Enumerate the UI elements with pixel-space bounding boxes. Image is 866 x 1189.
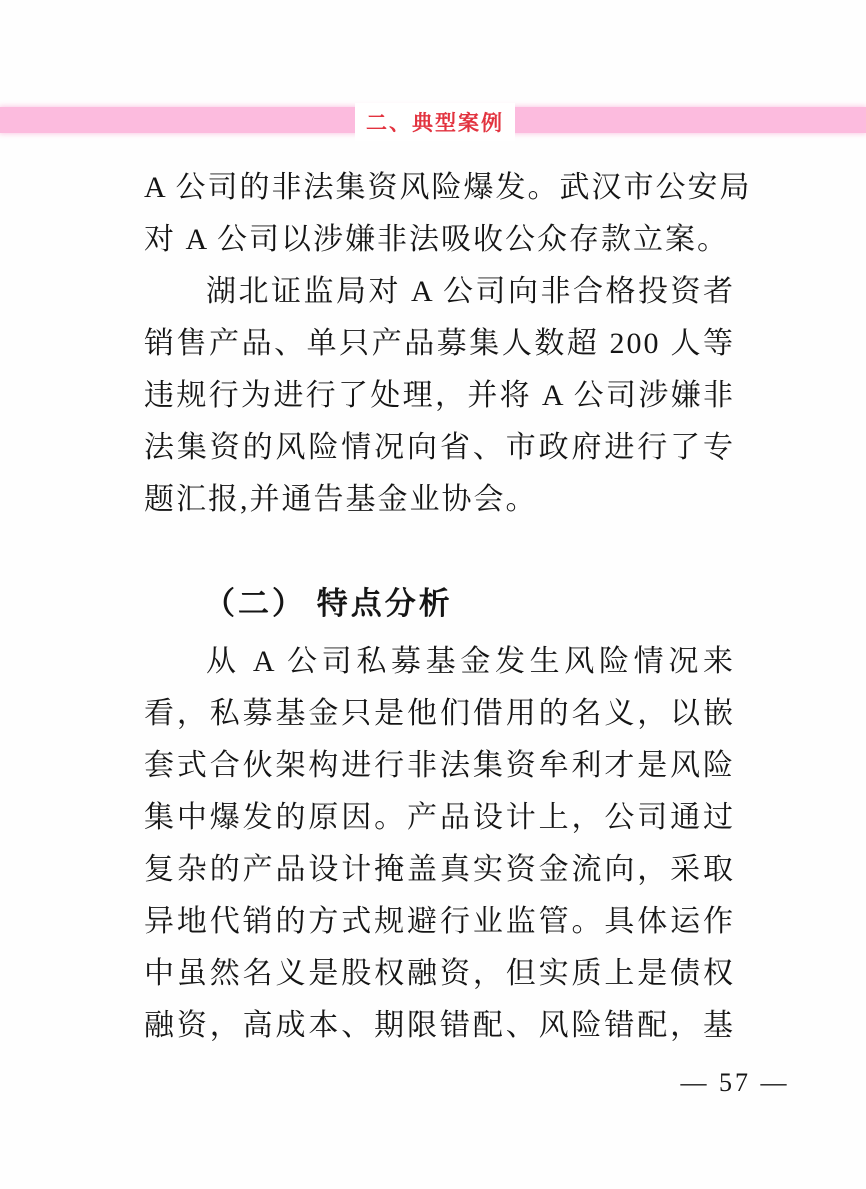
text-line: 违规行为进行了处理，并将 A 公司涉嫌非 bbox=[144, 379, 735, 412]
text-line: 看，私募基金只是他们借用的名义，以嵌 bbox=[144, 697, 735, 730]
text-line: 销售产品、单只产品募集人数超 200 人等 bbox=[144, 327, 735, 360]
text-line: 对 A 公司以涉嫌非法吸收公众存款立案。 bbox=[144, 223, 730, 256]
section-header-title: 二、典型案例 bbox=[366, 112, 504, 135]
text-line: 复杂的产品设计掩盖真实资金流向，采取 bbox=[144, 853, 735, 886]
subsection-heading: （二） 特点分析 bbox=[204, 586, 453, 621]
paragraph bbox=[144, 266, 735, 526]
text-line: 法集资的风险情况向省、市政府进行了专 bbox=[144, 431, 735, 464]
text-line: 集中爆发的原因。产品设计上，公司通过 bbox=[144, 801, 735, 834]
header-title-box bbox=[355, 103, 515, 141]
body-text bbox=[144, 162, 752, 1052]
text-line: 融资，高成本、期限错配、风险错配，基 bbox=[144, 1009, 735, 1042]
text-line: 湖北证监局对 A 公司向非合格投资者 bbox=[206, 275, 735, 308]
text-line: 从 A 公司私募基金发生风险情况来 bbox=[206, 645, 735, 678]
text-line: 题汇报,并通告基金业协会。 bbox=[144, 483, 538, 516]
text-line: A 公司的非法集资风险爆发。武汉市公安局 bbox=[144, 171, 752, 204]
text-line: 异地代销的方式规避行业监管。具体运作 bbox=[144, 905, 735, 938]
paragraph-continued bbox=[144, 162, 752, 266]
paragraph bbox=[144, 636, 735, 1052]
page-number: — 57 — bbox=[680, 1068, 790, 1097]
text-line: 套式合伙架构进行非法集资牟利才是风险 bbox=[144, 749, 735, 782]
text-line: 中虽然名义是股权融资，但实质上是债权 bbox=[144, 957, 735, 990]
